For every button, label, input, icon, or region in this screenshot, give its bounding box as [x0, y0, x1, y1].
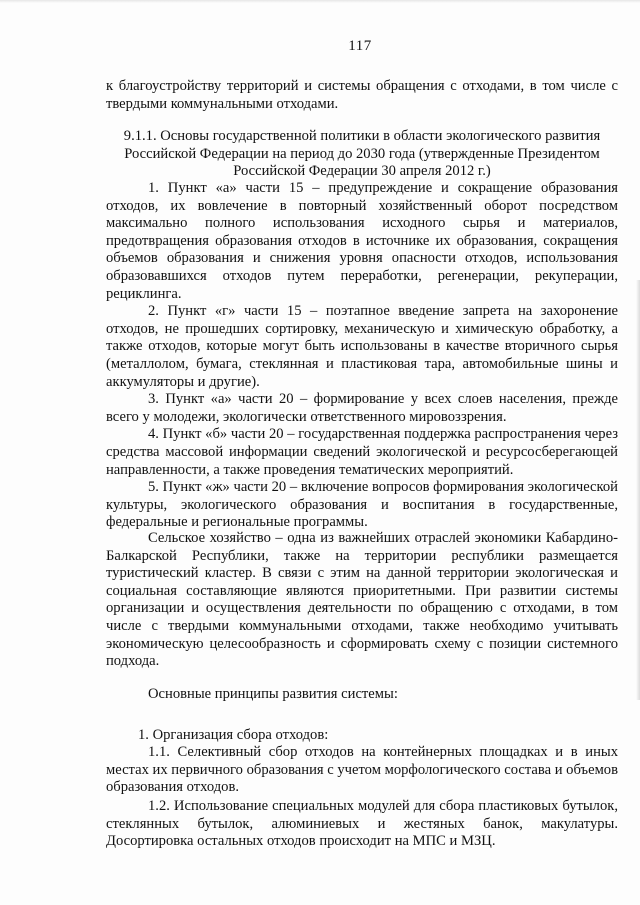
- section-heading: 9.1.1. Основы государственной политики в области экологического развития Российской Федерации на период до 2030 года (утвержденные Президентом Российской Федерации 30 апреля 2012 г.): [123, 128, 601, 180]
- subitem-1-2: 1.2. Использование специальных модулей для сбора пластиковых бутылок, стеклянных бутылок, алюминиевых и жестяных банок, макулатуры. Досортировка остальных отходов происходит на МПС и МЗЦ.: [106, 798, 618, 850]
- list-item: 3. Пункт «а» части 20 – формирование у всех слоев населения, прежде всего у молодежи, экологически ответственного мировоззрения.: [106, 391, 618, 425]
- list-item: 1. Пункт «а» части 15 – предупреждение и сокращение образования отходов, их вовлечение в повторный хозяйственный оборот посредством максимально полного использования исходного сырья и материалов, предотвращения образования отходов в источнике их образования, сокращения объемов образования и снижения уровня опасности отходов, использования образовавшихся отходов путем переработки, регенерации, рекуперации, рециклинга.: [106, 180, 618, 302]
- subitem-1-1: 1.1. Селективный сбор отходов на контейнерных площадках и в иных местах их первичного образования с учетом морфологического состава и объемов образования отходов.: [106, 744, 618, 796]
- org-heading: 1. Организация сбора отходов:: [138, 727, 329, 743]
- scan-shadow-right: [636, 280, 640, 700]
- policy-items-list: [106, 180, 618, 532]
- intro-paragraph: к благоустройству территорий и системы обращения с отходами, в том числе с твердыми коммунальными отходами.: [106, 78, 618, 112]
- agriculture-paragraph: Сельское хозяйство – одна из важнейших отраслей экономики Кабардино-Балкарской Республики, также на территории республики размещается туристический кластер. В связи с этим на данной территории экологическая и социальная составляющие являются приоритетными. При развитии системы организации и осуществления деятельности по обращению с отходами, в том числе с твердыми коммунальными отходами, также необходимо учитывать экономическую целесообразность и сформировать схему с позиции системного подхода.: [106, 530, 618, 670]
- list-item: 2. Пункт «г» части 15 – поэтапное введение запрета на захоронение отходов, не прошедших сортировку, механическую и химическую обработку, а также отходов, которые могут быть использованы в качестве вторичного сырья (металлолом, бумага, стеклянная и пластиковая тара, автомобильные шины и аккумуляторы и другие).: [106, 303, 618, 390]
- list-item: 5. Пункт «ж» части 20 – включение вопросов формирования экологической культуры, экологического образования и воспитания в государственные, федеральные и региональные программы.: [106, 479, 618, 531]
- scan-shadow-top: [0, 0, 640, 3]
- list-item: 4. Пункт «б» части 20 – государственная поддержка распространения через средства массовой информации сведений экологической и ресурсосберегающей направленности, а также проведения тематических мероприятий.: [106, 426, 618, 478]
- principles-heading: Основные принципы развития системы:: [148, 686, 398, 702]
- page-number: 117: [348, 38, 372, 54]
